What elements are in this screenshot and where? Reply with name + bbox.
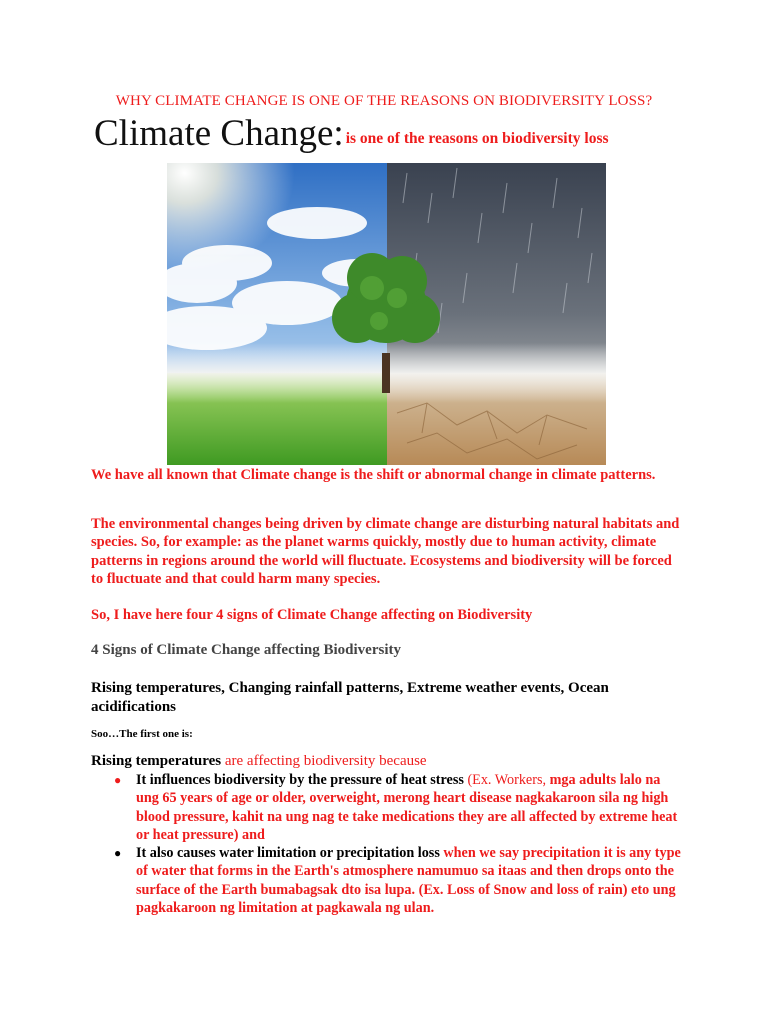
page-heading: WHY CLIMATE CHANGE IS ONE OF THE REASONS ON BIODIVERSITY LOSS? bbox=[115, 93, 653, 109]
bullet-dot: ● bbox=[114, 773, 122, 787]
rising-term: Rising temperatures bbox=[91, 753, 222, 769]
rising-temperatures-line bbox=[91, 753, 427, 770]
signs-list-line: Rising temperatures, Changing rainfall patterns, Extreme weather events, Ocean acidifications bbox=[91, 680, 609, 715]
bullet-1-black: It influences biodiversity by the pressure of heat stress bbox=[136, 772, 468, 788]
bullet-list bbox=[108, 771, 683, 917]
bullet-1-red: mga adults lalo na ung 65 years of age or older, overweight, merong heart disease nagkakaroon sila ng high blood pressure, kahit na ung nag te take medications they are all affected by extreme heat or heat pressure) and bbox=[136, 772, 678, 843]
list-item bbox=[108, 771, 683, 844]
title-main: Climate Change: bbox=[94, 113, 344, 154]
signs-subheading: 4 Signs of Climate Change affecting Biodiversity bbox=[91, 642, 401, 658]
four-signs-intro: So, I have here four 4 signs of Climate Change affecting on Biodiversity bbox=[91, 607, 533, 623]
bullet-2-black: It also causes water limitation or precipitation loss bbox=[136, 845, 444, 862]
title-rest: is one of the reasons on biodiversity loss bbox=[345, 130, 609, 147]
bullet-1-red-open: (Ex. Workers, bbox=[467, 772, 550, 788]
intro-paragraph: We have all known that Climate change is the shift or abnormal change in climate patterns. bbox=[91, 467, 656, 483]
title-row bbox=[94, 112, 609, 155]
rising-rest: are affecting biodiversity because bbox=[221, 753, 427, 769]
environment-paragraph: The environmental changes being driven by climate change are disturbing natural habitats and species. So, for example: as the planet warms quickly, mostly due to human activity, climate patterns in regions around the world will fluctuate. Ecosystems and biodiversity will be forced to fluctuate and that could harm many species. bbox=[91, 516, 680, 587]
hero-image-tree-sun-rain bbox=[167, 163, 606, 465]
list-item bbox=[108, 844, 683, 917]
bullet-dot: ● bbox=[114, 846, 122, 861]
first-one-line: Soo…The first one is: bbox=[91, 728, 193, 740]
bullet-2-red: when we say precipitation it is any type of water that forms in the Earth's atmosphere namumuo sa itaas and then drops onto the surface of the Earth bumabagsak dto isa lupa. (Ex. Loss of Snow and loss of rain) eto ung pagkakaroon ng limitation at pagkawala ng ulan. bbox=[136, 845, 681, 917]
